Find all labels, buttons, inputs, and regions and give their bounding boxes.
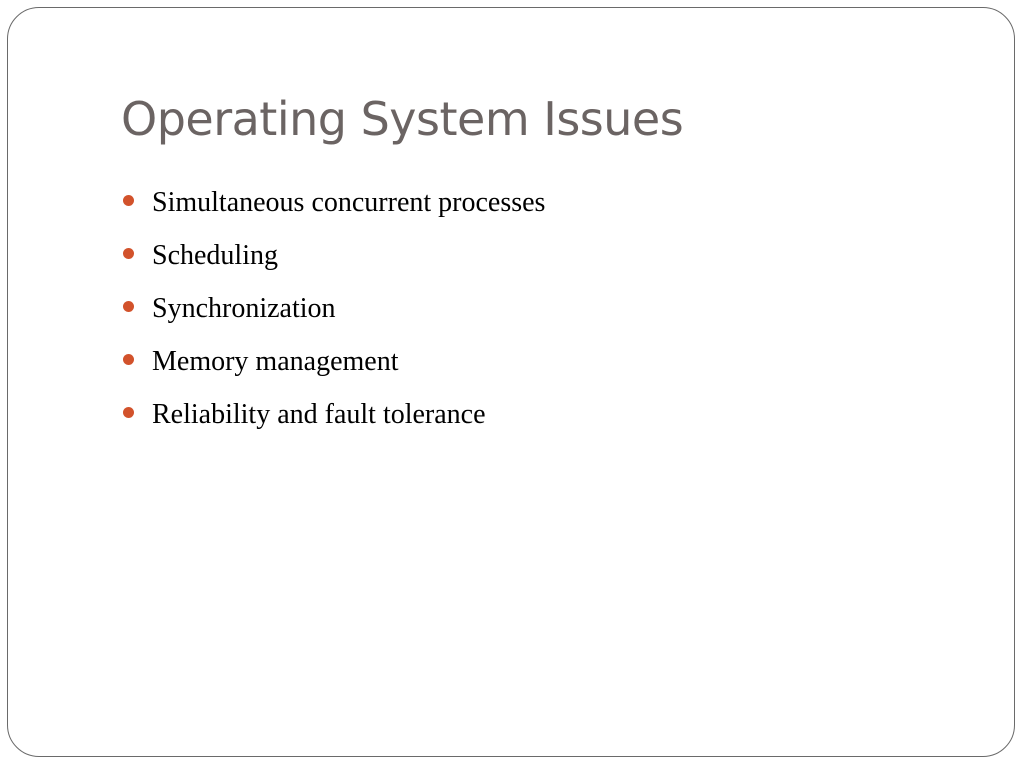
bullet-text: Synchronization: [152, 292, 336, 324]
bullet-list: [123, 176, 545, 441]
bullet-text: Memory management: [152, 345, 399, 377]
bullet-dot-icon: [123, 407, 134, 418]
bullet-dot-icon: [123, 248, 134, 259]
list-item: [123, 335, 545, 388]
list-item: [123, 229, 545, 282]
bullet-text: Scheduling: [152, 239, 278, 271]
list-item: [123, 388, 545, 441]
slide-frame: [7, 7, 1015, 757]
list-item: [123, 176, 545, 229]
bullet-dot-icon: [123, 354, 134, 365]
bullet-text: Reliability and fault tolerance: [152, 398, 486, 430]
bullet-dot-icon: [123, 301, 134, 312]
list-item: [123, 282, 545, 335]
slide-title: Operating System Issues: [121, 92, 684, 146]
bullet-text: Simultaneous concurrent processes: [152, 186, 546, 218]
bullet-dot-icon: [123, 195, 134, 206]
